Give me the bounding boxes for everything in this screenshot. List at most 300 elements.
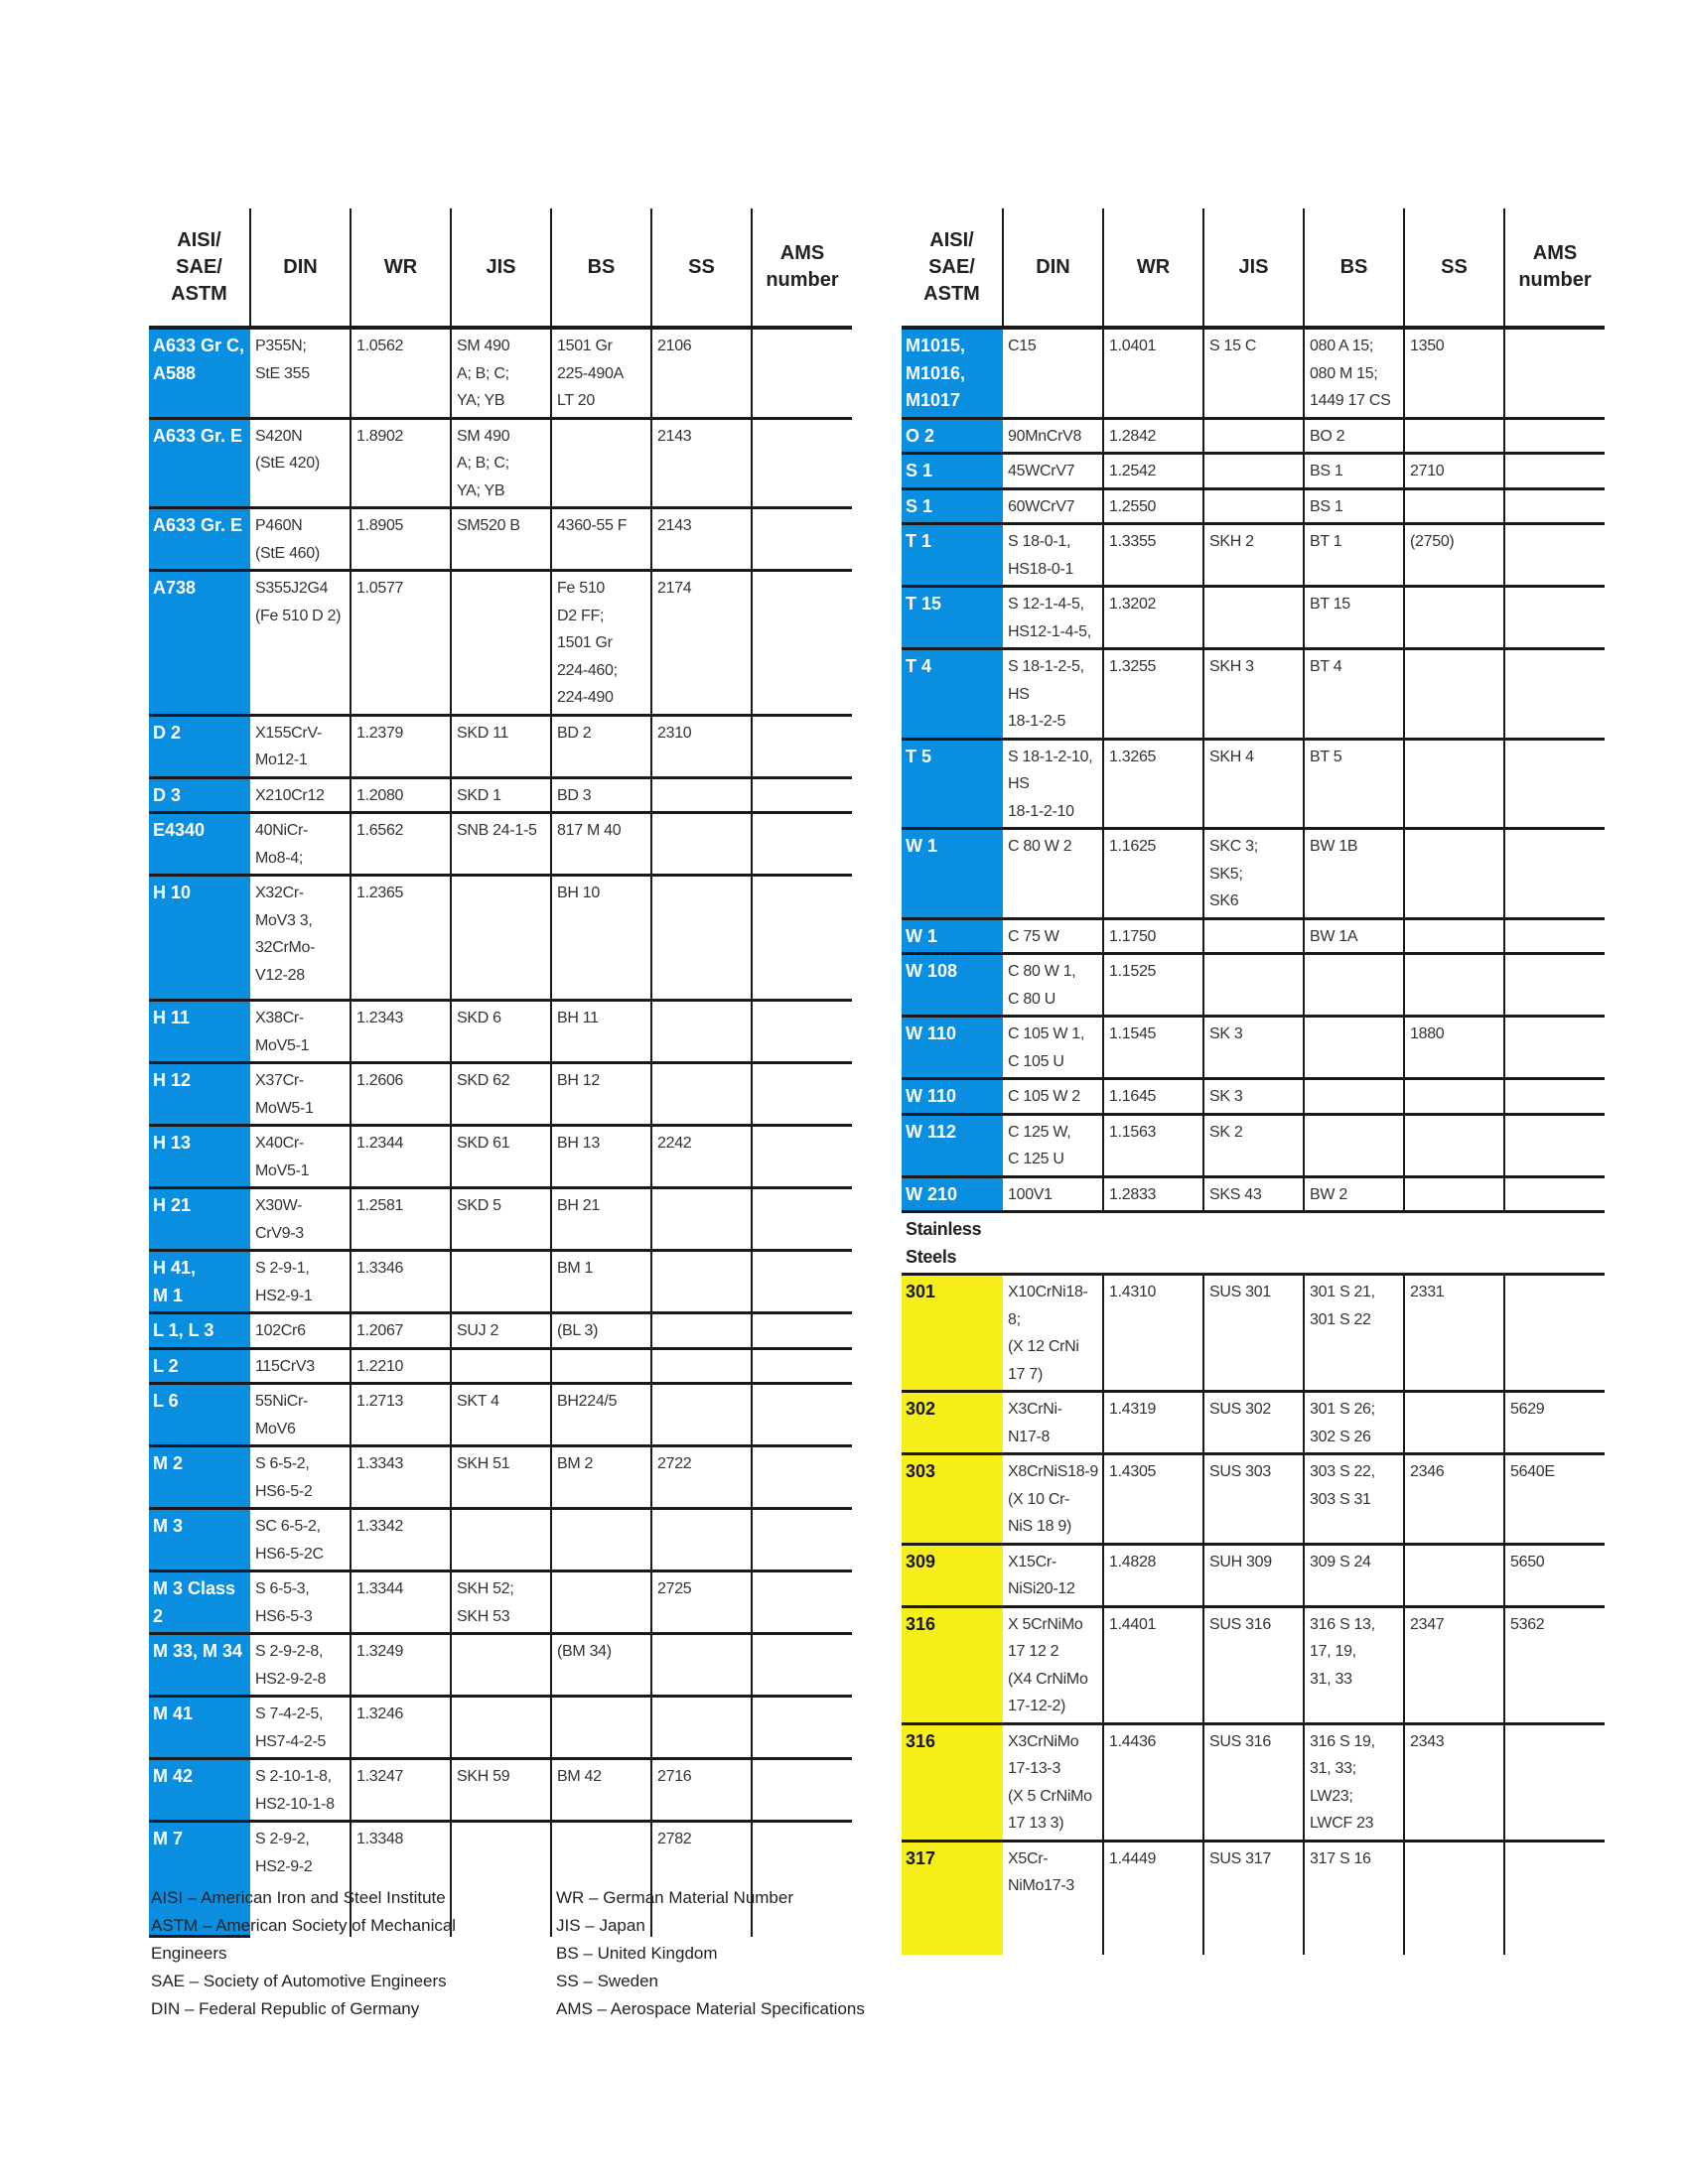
din-cell: X10CrNi18-8; (X 12 CrNi 17 7): [1003, 1275, 1103, 1392]
grade-cell: D 3: [149, 777, 250, 813]
ss-cell: 1880: [1404, 1017, 1504, 1079]
bs-cell: BH224/5: [551, 1384, 651, 1446]
ams-cell: [752, 1126, 852, 1188]
wr-cell: 1.3342: [351, 1509, 451, 1571]
grade-cell: H 12: [149, 1063, 250, 1126]
grade-cell: H 21: [149, 1188, 250, 1251]
din-cell: X8CrNiS18-9 (X 10 Cr- NiS 18 9): [1003, 1454, 1103, 1545]
ss-cell: [651, 876, 752, 1001]
din-cell: P355N; StE 355: [250, 328, 351, 418]
wr-cell: 1.1645: [1103, 1079, 1203, 1115]
table-row: [149, 418, 852, 508]
ss-cell: 2710: [1404, 454, 1504, 489]
bs-cell: BS 1: [1304, 454, 1404, 489]
din-cell: 90MnCrV8: [1003, 418, 1103, 454]
ams-cell: [1504, 739, 1605, 829]
col-header-jis: JIS: [451, 208, 551, 328]
table-row: [149, 1446, 852, 1509]
ss-cell: [651, 1509, 752, 1571]
table-row: [149, 777, 852, 813]
jis-cell: SUS 316: [1203, 1723, 1304, 1841]
ss-cell: 1350: [1404, 328, 1504, 418]
ams-cell: 5629: [1504, 1392, 1605, 1454]
ams-cell: [1504, 454, 1605, 489]
ams-cell: 5362: [1504, 1606, 1605, 1723]
din-cell: X5Cr- NiMo17-3: [1003, 1841, 1103, 1955]
bs-cell: BH 11: [551, 1001, 651, 1063]
col-header-wr: WR: [1103, 208, 1203, 328]
table-row: [902, 1079, 1605, 1115]
grade-cell: M 7: [149, 1822, 250, 1937]
ss-cell: [651, 777, 752, 813]
din-cell: 40NiCr- Mo8-4;: [250, 813, 351, 876]
grade-cell: H 13: [149, 1126, 250, 1188]
grade-cell: W 108: [902, 954, 1003, 1017]
ss-cell: 2343: [1404, 1723, 1504, 1841]
bs-cell: BO 2: [1304, 418, 1404, 454]
bs-cell: [551, 1697, 651, 1759]
grade-cell: 301: [902, 1275, 1003, 1392]
din-cell: S 2-10-1-8, HS2-10-1-8: [250, 1759, 351, 1822]
din-cell: SC 6-5-2, HS6-5-2C: [250, 1509, 351, 1571]
din-cell: X40Cr- MoV5-1: [250, 1126, 351, 1188]
ss-cell: 2725: [651, 1571, 752, 1634]
din-cell: X15Cr- NiSi20-12: [1003, 1544, 1103, 1606]
grade-cell: A633 Gr. E: [149, 418, 250, 508]
ss-cell: [1404, 1392, 1504, 1454]
bs-cell: [1304, 954, 1404, 1017]
table-row: [902, 418, 1605, 454]
wr-cell: 1.1625: [1103, 829, 1203, 919]
col-header-din: DIN: [250, 208, 351, 328]
ss-cell: [651, 1001, 752, 1063]
legend-left: [151, 1884, 456, 2023]
ams-cell: [1504, 1114, 1605, 1176]
bs-cell: BH 21: [551, 1188, 651, 1251]
ams-cell: 5650: [1504, 1544, 1605, 1606]
ams-cell: [1504, 829, 1605, 919]
jis-cell: SKS 43: [1203, 1176, 1304, 1212]
grade-cell: T 1: [902, 524, 1003, 587]
grade-cell: T 4: [902, 649, 1003, 740]
ams-cell: 5640E: [1504, 1454, 1605, 1545]
din-cell: S 2-9-2-8, HS2-9-2-8: [250, 1634, 351, 1697]
table-row: [902, 1454, 1605, 1545]
grade-cell: L 2: [149, 1348, 250, 1384]
jis-cell: S 15 C: [1203, 328, 1304, 418]
jis-cell: [1203, 454, 1304, 489]
grade-cell: 303: [902, 1454, 1003, 1545]
wr-cell: 1.2343: [351, 1001, 451, 1063]
wr-cell: 1.2833: [1103, 1176, 1203, 1212]
ams-cell: [752, 777, 852, 813]
wr-cell: 1.6562: [351, 813, 451, 876]
din-cell: 55NiCr- MoV6: [250, 1384, 351, 1446]
wr-cell: 1.4828: [1103, 1544, 1203, 1606]
wr-cell: 1.1545: [1103, 1017, 1203, 1079]
din-cell: S 12-1-4-5, HS12-1-4-5,: [1003, 587, 1103, 649]
ams-cell: [752, 1063, 852, 1126]
table-row: [902, 328, 1605, 418]
ss-cell: 2174: [651, 571, 752, 716]
grade-cell: M 33, M 34: [149, 1634, 250, 1697]
grade-cell: M 42: [149, 1759, 250, 1822]
bs-cell: BH 13: [551, 1126, 651, 1188]
jis-cell: [1203, 918, 1304, 954]
left-steel-table: [149, 208, 852, 1938]
ss-cell: 2716: [651, 1759, 752, 1822]
ams-cell: [1504, 524, 1605, 587]
ss-cell: [1404, 1544, 1504, 1606]
col-header-ams: AMS number: [752, 208, 852, 328]
jis-cell: SKD 61: [451, 1126, 551, 1188]
din-cell: X210Cr12: [250, 777, 351, 813]
col-header-ss: SS: [651, 208, 752, 328]
ams-cell: [1504, 954, 1605, 1017]
jis-cell: SUS 317: [1203, 1841, 1304, 1955]
table-row: [902, 1544, 1605, 1606]
jis-cell: [451, 1822, 551, 1937]
bs-cell: BW 2: [1304, 1176, 1404, 1212]
ss-cell: [651, 1063, 752, 1126]
jis-cell: SKH 4: [1203, 739, 1304, 829]
ams-cell: [1504, 1079, 1605, 1115]
col-header-bs: BS: [1304, 208, 1404, 328]
wr-cell: 1.1563: [1103, 1114, 1203, 1176]
left-table-body: [149, 328, 852, 1937]
wr-cell: 1.4449: [1103, 1841, 1203, 1955]
din-cell: S 6-5-3, HS6-5-3: [250, 1571, 351, 1634]
ss-cell: 2722: [651, 1446, 752, 1509]
din-cell: S 18-1-2-10, HS 18-1-2-10: [1003, 739, 1103, 829]
ams-cell: [1504, 649, 1605, 740]
din-cell: S 18-1-2-5, HS 18-1-2-5: [1003, 649, 1103, 740]
jis-cell: SKD 62: [451, 1063, 551, 1126]
jis-cell: SM 490 A; B; C; YA; YB: [451, 328, 551, 418]
wr-cell: 1.0577: [351, 571, 451, 716]
wr-cell: 1.4436: [1103, 1723, 1203, 1841]
wr-cell: 1.3343: [351, 1446, 451, 1509]
grade-cell: 316: [902, 1606, 1003, 1723]
ss-cell: [1404, 739, 1504, 829]
ss-cell: [1404, 954, 1504, 1017]
din-cell: C 125 W, C 125 U: [1003, 1114, 1103, 1176]
ams-cell: [752, 715, 852, 777]
ams-cell: [1504, 1017, 1605, 1079]
table-row: [149, 1126, 852, 1188]
grade-cell: W 112: [902, 1114, 1003, 1176]
ss-cell: [1404, 1176, 1504, 1212]
bs-cell: 303 S 22, 303 S 31: [1304, 1454, 1404, 1545]
bs-cell: (BM 34): [551, 1634, 651, 1697]
jis-cell: SK 3: [1203, 1079, 1304, 1115]
legend-right-line: WR – German Material Number: [556, 1888, 794, 1907]
ss-cell: 2346: [1404, 1454, 1504, 1545]
grade-cell: W 110: [902, 1017, 1003, 1079]
wr-cell: 1.3265: [1103, 739, 1203, 829]
bs-cell: [1304, 1017, 1404, 1079]
jis-cell: SUS 316: [1203, 1606, 1304, 1723]
ams-cell: [752, 571, 852, 716]
table-row: [902, 1606, 1605, 1723]
legend-left-line: SAE – Society of Automotive Engineers: [151, 1972, 447, 1990]
grade-cell: E4340: [149, 813, 250, 876]
wr-cell: 1.2713: [351, 1384, 451, 1446]
legend-right-line: JIS – Japan: [556, 1916, 645, 1935]
grade-cell: H 10: [149, 876, 250, 1001]
ss-cell: [1404, 418, 1504, 454]
ams-cell: [1504, 418, 1605, 454]
bs-cell: [551, 1509, 651, 1571]
col-header-jis: JIS: [1203, 208, 1304, 328]
table-row: [902, 587, 1605, 649]
wr-cell: 1.2365: [351, 876, 451, 1001]
grade-cell: A633 Gr C, A588: [149, 328, 250, 418]
ss-cell: 2242: [651, 1126, 752, 1188]
ss-cell: [1404, 829, 1504, 919]
wr-cell: 1.3346: [351, 1251, 451, 1313]
wr-cell: 1.4401: [1103, 1606, 1203, 1723]
wr-cell: 1.3202: [1103, 587, 1203, 649]
ams-cell: [752, 1251, 852, 1313]
ams-cell: [752, 1188, 852, 1251]
wr-cell: 1.3255: [1103, 649, 1203, 740]
legend-left-line: ASTM – American Society of Mechanical: [151, 1916, 457, 1935]
din-cell: C15: [1003, 328, 1103, 418]
right-table-body: [902, 328, 1605, 1955]
grade-cell: M 2: [149, 1446, 250, 1509]
wr-cell: 1.4305: [1103, 1454, 1203, 1545]
table-row: [902, 488, 1605, 524]
jis-cell: [1203, 587, 1304, 649]
bs-cell: 4360-55 F: [551, 508, 651, 571]
grade-cell: T 5: [902, 739, 1003, 829]
bs-cell: BD 2: [551, 715, 651, 777]
table-row: [149, 328, 852, 418]
table-row: [902, 524, 1605, 587]
ams-cell: [1504, 1275, 1605, 1392]
bs-cell: BM 2: [551, 1446, 651, 1509]
grade-cell: S 1: [902, 454, 1003, 489]
table-row: [149, 571, 852, 716]
grade-cell: M1015, M1016, M1017: [902, 328, 1003, 418]
ams-cell: [752, 1001, 852, 1063]
ams-cell: [752, 813, 852, 876]
ss-cell: [651, 1348, 752, 1384]
wr-cell: 1.2210: [351, 1348, 451, 1384]
legend-left-line: Engineers: [151, 1944, 227, 1963]
grade-cell: 317: [902, 1841, 1003, 1955]
bs-cell: 309 S 24: [1304, 1544, 1404, 1606]
bs-cell: BT 1: [1304, 524, 1404, 587]
din-cell: C 75 W: [1003, 918, 1103, 954]
jis-cell: SKH 51: [451, 1446, 551, 1509]
jis-cell: [1203, 954, 1304, 1017]
wr-cell: 1.4319: [1103, 1392, 1203, 1454]
bs-cell: 080 A 15; 080 M 15; 1449 17 CS: [1304, 328, 1404, 418]
ss-cell: [651, 1384, 752, 1446]
grade-cell: D 2: [149, 715, 250, 777]
din-cell: 115CrV3: [250, 1348, 351, 1384]
bs-cell: BM 42: [551, 1759, 651, 1822]
ss-cell: [1404, 1841, 1504, 1955]
table-row: [902, 954, 1605, 1017]
jis-cell: [451, 571, 551, 716]
grade-cell: M 3: [149, 1509, 250, 1571]
ams-cell: [752, 1348, 852, 1384]
wr-cell: 1.3348: [351, 1822, 451, 1937]
ams-cell: [1504, 918, 1605, 954]
table-row: [149, 1634, 852, 1697]
bs-cell: (BL 3): [551, 1313, 651, 1349]
right-header-row: [902, 208, 1605, 328]
col-header-bs: BS: [551, 208, 651, 328]
bs-cell: 301 S 26; 302 S 26: [1304, 1392, 1404, 1454]
table-row: [902, 1723, 1605, 1841]
ams-cell: [1504, 1723, 1605, 1841]
jis-cell: SM520 B: [451, 508, 551, 571]
ss-cell: [1404, 1114, 1504, 1176]
bs-cell: 301 S 21, 301 S 22: [1304, 1275, 1404, 1392]
bs-cell: [1304, 1114, 1404, 1176]
din-cell: 100V1: [1003, 1176, 1103, 1212]
table-row: [149, 1384, 852, 1446]
stainless-steels-section-row: [902, 1212, 1605, 1275]
legend-left-line: AISI – American Iron and Steel Institute: [151, 1888, 446, 1907]
table-row: [902, 918, 1605, 954]
bs-cell: BH 10: [551, 876, 651, 1001]
grade-cell: T 15: [902, 587, 1003, 649]
jis-cell: SUS 301: [1203, 1275, 1304, 1392]
table-row: [149, 1697, 852, 1759]
wr-cell: 1.2581: [351, 1188, 451, 1251]
wr-cell: 1.2542: [1103, 454, 1203, 489]
jis-cell: SUH 309: [1203, 1544, 1304, 1606]
ss-cell: [651, 1188, 752, 1251]
din-cell: C 80 W 1, C 80 U: [1003, 954, 1103, 1017]
grade-cell: 309: [902, 1544, 1003, 1606]
jis-cell: [1203, 418, 1304, 454]
wr-cell: 1.0562: [351, 328, 451, 418]
bs-cell: [551, 1571, 651, 1634]
bs-cell: BM 1: [551, 1251, 651, 1313]
ss-cell: 2310: [651, 715, 752, 777]
jis-cell: [1203, 488, 1304, 524]
table-row: [149, 508, 852, 571]
table-row: [902, 1841, 1605, 1955]
jis-cell: SM 490 A; B; C; YA; YB: [451, 418, 551, 508]
din-cell: S 6-5-2, HS6-5-2: [250, 1446, 351, 1509]
jis-cell: SNB 24-1-5: [451, 813, 551, 876]
grade-cell: M 3 Class 2: [149, 1571, 250, 1634]
din-cell: S 7-4-2-5, HS7-4-2-5: [250, 1697, 351, 1759]
ams-cell: [752, 1313, 852, 1349]
din-cell: X155CrV- Mo12-1: [250, 715, 351, 777]
table-row: [149, 876, 852, 1001]
jis-cell: SKD 1: [451, 777, 551, 813]
ams-cell: [752, 1759, 852, 1822]
bs-cell: BD 3: [551, 777, 651, 813]
wr-cell: 1.3247: [351, 1759, 451, 1822]
col-header-aisi: AISI/ SAE/ ASTM: [902, 208, 1003, 328]
jis-cell: SUS 302: [1203, 1392, 1304, 1454]
wr-cell: 1.3249: [351, 1634, 451, 1697]
table-row: [149, 1188, 852, 1251]
table-row: [149, 1509, 852, 1571]
ss-cell: 2106: [651, 328, 752, 418]
grade-cell: W 110: [902, 1079, 1003, 1115]
jis-cell: [451, 1348, 551, 1384]
wr-cell: 1.3344: [351, 1571, 451, 1634]
table-row: [149, 1251, 852, 1313]
wr-cell: 1.1750: [1103, 918, 1203, 954]
bs-cell: 316 S 13, 17, 19, 31, 33: [1304, 1606, 1404, 1723]
wr-cell: 1.8902: [351, 418, 451, 508]
wr-cell: 1.2080: [351, 777, 451, 813]
col-header-ss: SS: [1404, 208, 1504, 328]
col-header-din: DIN: [1003, 208, 1103, 328]
ams-cell: [752, 1634, 852, 1697]
bs-cell: 316 S 19, 31, 33; LW23; LWCF 23: [1304, 1723, 1404, 1841]
wr-cell: 1.1525: [1103, 954, 1203, 1017]
bs-cell: BW 1B: [1304, 829, 1404, 919]
bs-cell: BT 15: [1304, 587, 1404, 649]
table-row: [902, 739, 1605, 829]
din-cell: 45WCrV7: [1003, 454, 1103, 489]
grade-cell: 316: [902, 1723, 1003, 1841]
grade-cell: W 1: [902, 918, 1003, 954]
din-cell: S355J2G4 (Fe 510 D 2): [250, 571, 351, 716]
wr-cell: 1.3355: [1103, 524, 1203, 587]
din-cell: X3CrNiMo 17-13-3 (X 5 CrNiMo 17 13 3): [1003, 1723, 1103, 1841]
grade-cell: S 1: [902, 488, 1003, 524]
table-row: [902, 829, 1605, 919]
table-row: [149, 1759, 852, 1822]
jis-cell: [451, 1509, 551, 1571]
table-row: [902, 1275, 1605, 1392]
grade-cell: A738: [149, 571, 250, 716]
ss-cell: 2143: [651, 508, 752, 571]
jis-cell: [451, 1251, 551, 1313]
ss-cell: [1404, 488, 1504, 524]
ss-cell: [651, 813, 752, 876]
din-cell: X32Cr- MoV3 3, 32CrMo- V12-28: [250, 876, 351, 1001]
ams-cell: [1504, 1176, 1605, 1212]
table-row: [149, 813, 852, 876]
din-cell: S 2-9-2, HS2-9-2: [250, 1822, 351, 1937]
legend-right-line: SS – Sweden: [556, 1972, 659, 1990]
ss-cell: [1404, 587, 1504, 649]
table-row: [149, 1001, 852, 1063]
table-row: [902, 1114, 1605, 1176]
ss-cell: [1404, 649, 1504, 740]
bs-cell: 317 S 16: [1304, 1841, 1404, 1955]
legend-left-line: DIN – Federal Republic of Germany: [151, 1999, 420, 2018]
bs-cell: [551, 418, 651, 508]
table-row: [149, 715, 852, 777]
ss-cell: [1404, 918, 1504, 954]
legend-right: [556, 1884, 865, 2023]
wr-cell: 1.2550: [1103, 488, 1203, 524]
grade-cell: L 6: [149, 1384, 250, 1446]
legend-right-line: BS – United Kingdom: [556, 1944, 718, 1963]
left-header-row: [149, 208, 852, 328]
stainless-steels-heading: Stainless Steels: [902, 1212, 1605, 1275]
ss-cell: 2347: [1404, 1606, 1504, 1723]
jis-cell: SK 3: [1203, 1017, 1304, 1079]
grade-cell: W 210: [902, 1176, 1003, 1212]
jis-cell: SUS 303: [1203, 1454, 1304, 1545]
